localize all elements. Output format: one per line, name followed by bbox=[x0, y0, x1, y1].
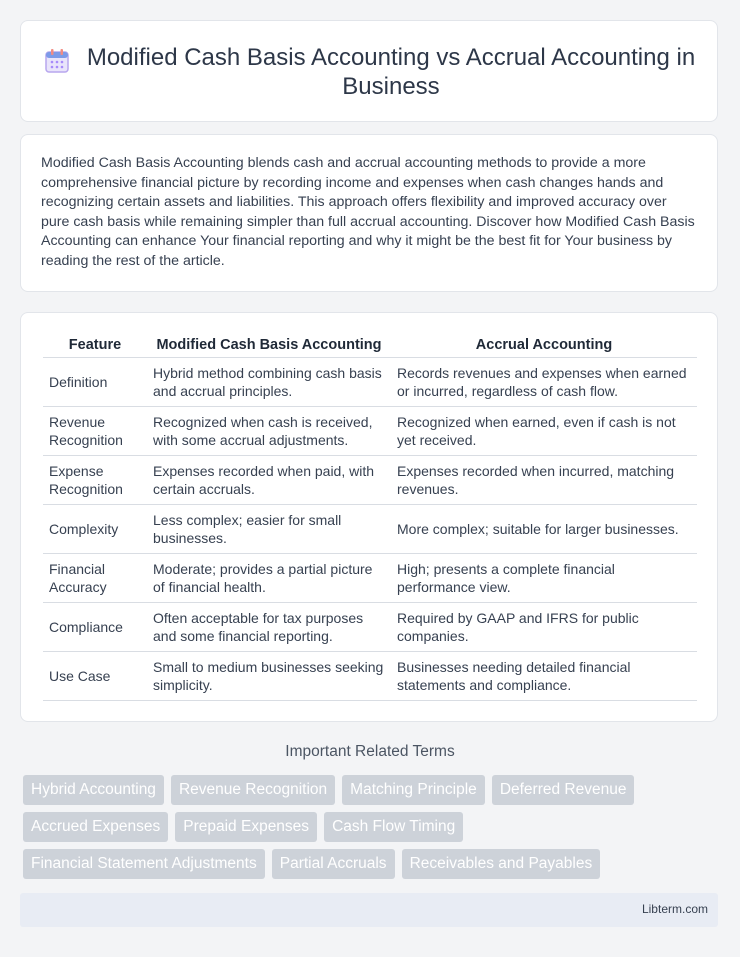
cell-feature: Use Case bbox=[43, 652, 147, 701]
tag-row bbox=[23, 812, 723, 842]
table-row bbox=[43, 456, 697, 505]
cell-modified-cash: Moderate; provides a partial picture of financial health. bbox=[147, 554, 391, 603]
tag-row bbox=[23, 775, 723, 805]
cell-accrual: Records revenues and expenses when earned or incurred, regardless of cash flow. bbox=[391, 358, 697, 407]
intro-paragraph: Modified Cash Basis Accounting blends cash and accrual accounting methods to provide a more comprehensive financial picture by recording income and expenses when cash changes hands and recognizing certain assets and liabilities. This approach offers flexibility and improved accuracy over pure cash basis while remaining simpler than full accrual accounting. Discover how Modified Cash Basis Accounting can enhance Your financial reporting and why it might be the best fit for Your business by reading the rest of the article. bbox=[41, 155, 695, 269]
tag-deferred-revenue[interactable]: Deferred Revenue bbox=[492, 775, 635, 805]
table-row bbox=[43, 407, 697, 456]
intro-card bbox=[20, 134, 718, 292]
table-row bbox=[43, 652, 697, 701]
cell-modified-cash: Small to medium businesses seeking simplicity. bbox=[147, 652, 391, 701]
cell-feature: Compliance bbox=[43, 603, 147, 652]
related-terms-heading: Important Related Terms bbox=[285, 743, 455, 760]
tag-row bbox=[23, 849, 723, 879]
page-title: Modified Cash Basis Accounting vs Accrual Accounting in Business bbox=[86, 44, 696, 100]
comparison-table-card bbox=[20, 312, 718, 722]
cell-accrual: More complex; suitable for larger businesses. bbox=[391, 505, 697, 554]
cell-accrual: Businesses needing detailed financial statements and compliance. bbox=[391, 652, 697, 701]
table-header-row bbox=[43, 333, 697, 358]
cell-feature: Definition bbox=[43, 358, 147, 407]
cell-modified-cash: Expenses recorded when paid, with certain accruals. bbox=[147, 456, 391, 505]
tag-revenue-recognition[interactable]: Revenue Recognition bbox=[171, 775, 335, 805]
table-row bbox=[43, 505, 697, 554]
comparison-table bbox=[43, 333, 697, 701]
cell-accrual: Recognized when earned, even if cash is not yet received. bbox=[391, 407, 697, 456]
footer-site-link[interactable]: Libterm.com bbox=[641, 902, 708, 916]
table-row bbox=[43, 358, 697, 407]
cell-modified-cash: Recognized when cash is received, with some accrual adjustments. bbox=[147, 407, 391, 456]
footer bbox=[20, 893, 718, 927]
column-header-modified-cash: Modified Cash Basis Accounting bbox=[147, 333, 391, 358]
cell-modified-cash: Often acceptable for tax purposes and some financial reporting. bbox=[147, 603, 391, 652]
related-terms-tags bbox=[23, 775, 723, 886]
tag-prepaid-expenses[interactable]: Prepaid Expenses bbox=[175, 812, 317, 842]
cell-modified-cash: Less complex; easier for small businesses. bbox=[147, 505, 391, 554]
tag-hybrid-accounting[interactable]: Hybrid Accounting bbox=[23, 775, 164, 805]
cell-modified-cash: Hybrid method combining cash basis and accrual principles. bbox=[147, 358, 391, 407]
column-header-feature: Feature bbox=[43, 333, 147, 358]
tag-accrued-expenses[interactable]: Accrued Expenses bbox=[23, 812, 168, 842]
cell-feature: Complexity bbox=[43, 505, 147, 554]
cell-accrual: Required by GAAP and IFRS for public companies. bbox=[391, 603, 697, 652]
cell-feature: Expense Recognition bbox=[43, 456, 147, 505]
tag-receivables-and-payables[interactable]: Receivables and Payables bbox=[402, 849, 601, 879]
column-header-accrual: Accrual Accounting bbox=[391, 333, 697, 358]
cell-feature: Financial Accuracy bbox=[43, 554, 147, 603]
cell-accrual: High; presents a complete financial performance view. bbox=[391, 554, 697, 603]
tag-cash-flow-timing[interactable]: Cash Flow Timing bbox=[324, 812, 463, 842]
tag-financial-statement-adjustments[interactable]: Financial Statement Adjustments bbox=[23, 849, 265, 879]
tag-matching-principle[interactable]: Matching Principle bbox=[342, 775, 485, 805]
table-row bbox=[43, 603, 697, 652]
table-row bbox=[43, 554, 697, 603]
cell-feature: Revenue Recognition bbox=[43, 407, 147, 456]
cell-accrual: Expenses recorded when incurred, matching revenues. bbox=[391, 456, 697, 505]
title-card bbox=[20, 20, 718, 122]
tag-partial-accruals[interactable]: Partial Accruals bbox=[272, 849, 395, 879]
